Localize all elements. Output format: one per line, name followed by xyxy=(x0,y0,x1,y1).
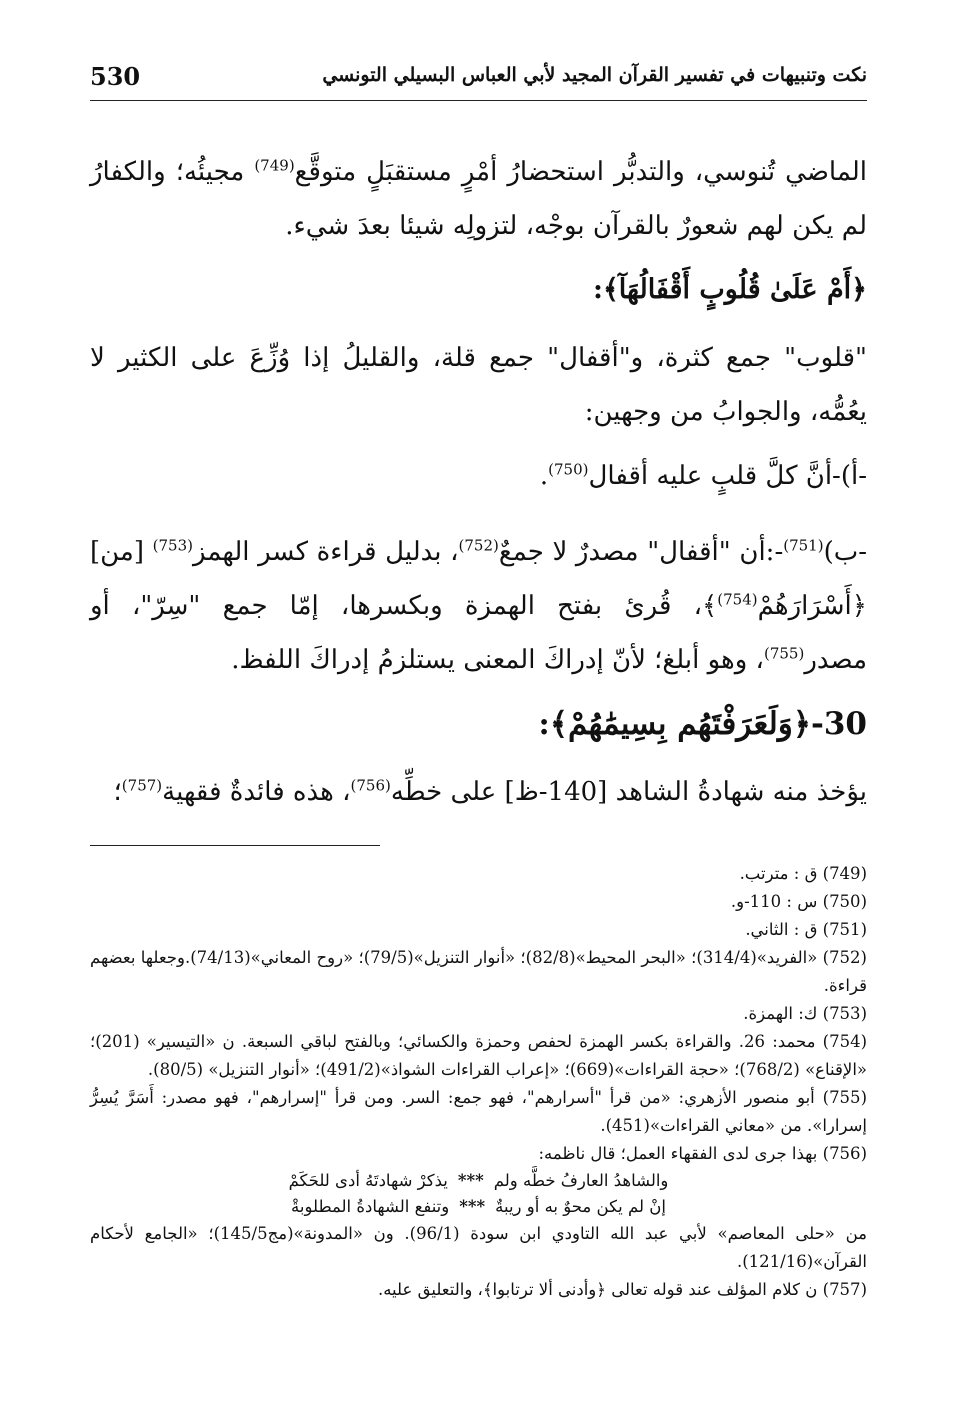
footnote-750 xyxy=(90,888,867,916)
footnote-749 xyxy=(90,860,867,888)
main-text xyxy=(90,145,867,829)
poem-line-1 xyxy=(90,1168,867,1194)
footnote-ref-755[interactable]: (755) xyxy=(763,644,805,663)
verse-heading-locks: ﴿أَمْ عَلَىٰ قُلُوبٍ أَقْفَالُهَآ﴾: xyxy=(593,274,867,305)
answer-b-text-d: [من] ﴿أَسْرَارَهُمْ xyxy=(90,537,867,621)
answer-a-end: . xyxy=(539,461,549,491)
footnote-number: (755) xyxy=(822,1088,867,1107)
footnote-ref-750[interactable]: (750) xyxy=(548,460,589,479)
footnote-ref-753[interactable]: (753) xyxy=(152,536,193,555)
footnote-number: (754) xyxy=(822,1032,868,1051)
footnote-number: (757) xyxy=(822,1280,867,1299)
footnote-number: (749) xyxy=(822,864,867,883)
footnote-752 xyxy=(90,944,867,1000)
poem-hemistich: إنْ لم يكن محوٌ به أو ريبةٌ xyxy=(495,1197,666,1216)
footnote-756 xyxy=(90,1140,867,1168)
footnote-divider xyxy=(90,845,380,846)
footnote-text: ق : مترتب. xyxy=(739,864,818,883)
footnote-text: س : 110-و. xyxy=(730,892,818,911)
answer-b-text-b: -:أن "أقفال" مصدرٌ لا جمعٌ xyxy=(498,537,784,567)
footnote-number: (752) xyxy=(822,948,867,967)
running-title: نكت وتنبيهات في تفسير القرآن المجيد لأبي العباس البسيلي التونسي xyxy=(322,64,867,86)
footnote-text: «الفريد»(314/4)؛ «البحر المحيط»(82/8)؛ «أنوار التنزيل»(79/5)؛ «روح المعاني»(74/13).وجعلها بعضهم قراءة. xyxy=(90,948,867,995)
footnote-ref-754[interactable]: (754) xyxy=(717,590,758,609)
paragraph-2: "قلوب" جمع كثرة، و"أقفال" جمع قلة، والقليلُ إذا وُزِّعَ على الكثير لا يعُمُّه، والجوابُ من وجهين: xyxy=(90,343,867,427)
footnote-ref-756[interactable]: (756) xyxy=(350,776,391,795)
poem-hemistich: وتنفع الشهادةُ المطلوبةْ xyxy=(291,1197,450,1216)
footnote-text: ن كلام المؤلف عند قوله تعالى ﴿وأدنى ألا ترتابوا﴾، والتعليق عليه. xyxy=(377,1280,818,1299)
paragraph-3-text-a: يؤخذ منه شهادةُ الشاهد [140-ظ] على خطِّه xyxy=(390,777,867,807)
footnote-text: من «حلى المعاصم» لأبي عبد الله التاودي ابن سودة (96/1). ون «المدونة»(مج145/5)؛ «الجامع لأحكام القرآن»(121/16). xyxy=(90,1224,867,1271)
footnote-text: ك: الهمزة. xyxy=(743,1004,818,1023)
poem-hemistich: يذكرْ شهادتَهُ أدى للحَكَمْ xyxy=(288,1171,448,1190)
footnote-number: (753) xyxy=(822,1004,867,1023)
footnote-756-continued xyxy=(90,1220,867,1276)
answer-b-text-c: ، بدليل قراءة كسر الهمز xyxy=(193,537,459,567)
footnote-751 xyxy=(90,916,867,944)
poem-separator: *** xyxy=(457,1171,484,1190)
footnote-number: (750) xyxy=(822,892,867,911)
paragraph-1-text-a: الماضي تُنوسي، والتدبُّر استحضارُ أمْرٍ مستقبَلٍ متوقَّع xyxy=(294,157,867,187)
footnote-ref-749[interactable]: (749) xyxy=(254,156,295,175)
footnote-number: (756) xyxy=(822,1144,867,1163)
paragraph-3-text-b: ، هذه فائدةٌ فقهية xyxy=(162,777,351,807)
footnote-ref-752[interactable]: (752) xyxy=(458,536,499,555)
page-number: 530 xyxy=(90,62,141,91)
paragraph-1-text-b: مجيئُه؛ والكفارُ لم يكن لهم شعورٌ بالقرآن بوجْه، لتزولِه شيئا بعدَ شيء. xyxy=(90,157,867,241)
answer-b-text-e: ﴾، قُرئ بفتح الهمزة وبكسرها، إمّا جمع "سِرّ"، أو مصدر xyxy=(90,591,867,675)
footnote-number: (751) xyxy=(822,920,867,939)
footnote-text: محمد: 26. والقراءة بكسر الهمزة لحفص وحمزة والكسائي؛ وبالفتح لباقي السبعة. ن «التيسير» (201)؛ «الإقناع» (768/2)؛ «حجة القراءات»(669)؛ «إعراب القراءات الشواذ»(491/2)؛ «أنوار التنزيل» (80/5). xyxy=(90,1032,867,1079)
answer-b-text-a: -ب) xyxy=(823,537,867,567)
verse-heading-30: 30-﴿وَلَعَرَفْتَهُم بِسِيمَٰهُمْ﴾: xyxy=(538,706,867,742)
footnote-ref-757[interactable]: (757) xyxy=(121,776,163,795)
poem-hemistich: والشاهدُ العارفُ خطَّه ولم xyxy=(493,1171,669,1190)
footnote-ref-751[interactable]: (751) xyxy=(783,536,824,555)
page-header xyxy=(90,52,867,101)
answer-a-text: -أ)-أنَّ كلَّ قلبٍ عليه أقفال xyxy=(588,461,867,491)
footnote-754 xyxy=(90,1028,867,1084)
paragraph-3 xyxy=(90,765,867,819)
answer-b-text-f: ، وهو أبلغ؛ لأنّ إدراكَ المعنى يستلزمُ إدراكَ اللفظ. xyxy=(231,645,764,675)
paragraph-1 xyxy=(90,145,867,253)
footnote-text: بهذا جرى لدى الفقهاء العمل؛ قال ناظمه: xyxy=(538,1144,818,1163)
poem-verses xyxy=(90,1168,867,1220)
paragraph-3-text-c: ؛ xyxy=(113,777,122,807)
footnote-755 xyxy=(90,1084,867,1140)
answer-b xyxy=(90,525,867,687)
footnote-text: ق : الثاني. xyxy=(745,920,818,939)
poem-line-2 xyxy=(90,1194,867,1220)
poem-separator: *** xyxy=(459,1197,486,1216)
footnote-753 xyxy=(90,1000,867,1028)
answer-a xyxy=(90,449,867,503)
footnote-text: أبو منصور الأزهري: «من قرأ "أسرارهم"، فهو جمع: السر. ومن قرأ "إسرارهم"، فهو مصدر: أَسَرَّ يُسِرُّ إسرارا». من «معاني القراءات»(451). xyxy=(90,1088,867,1135)
footnote-757 xyxy=(90,1276,867,1304)
footnotes xyxy=(90,860,867,1304)
